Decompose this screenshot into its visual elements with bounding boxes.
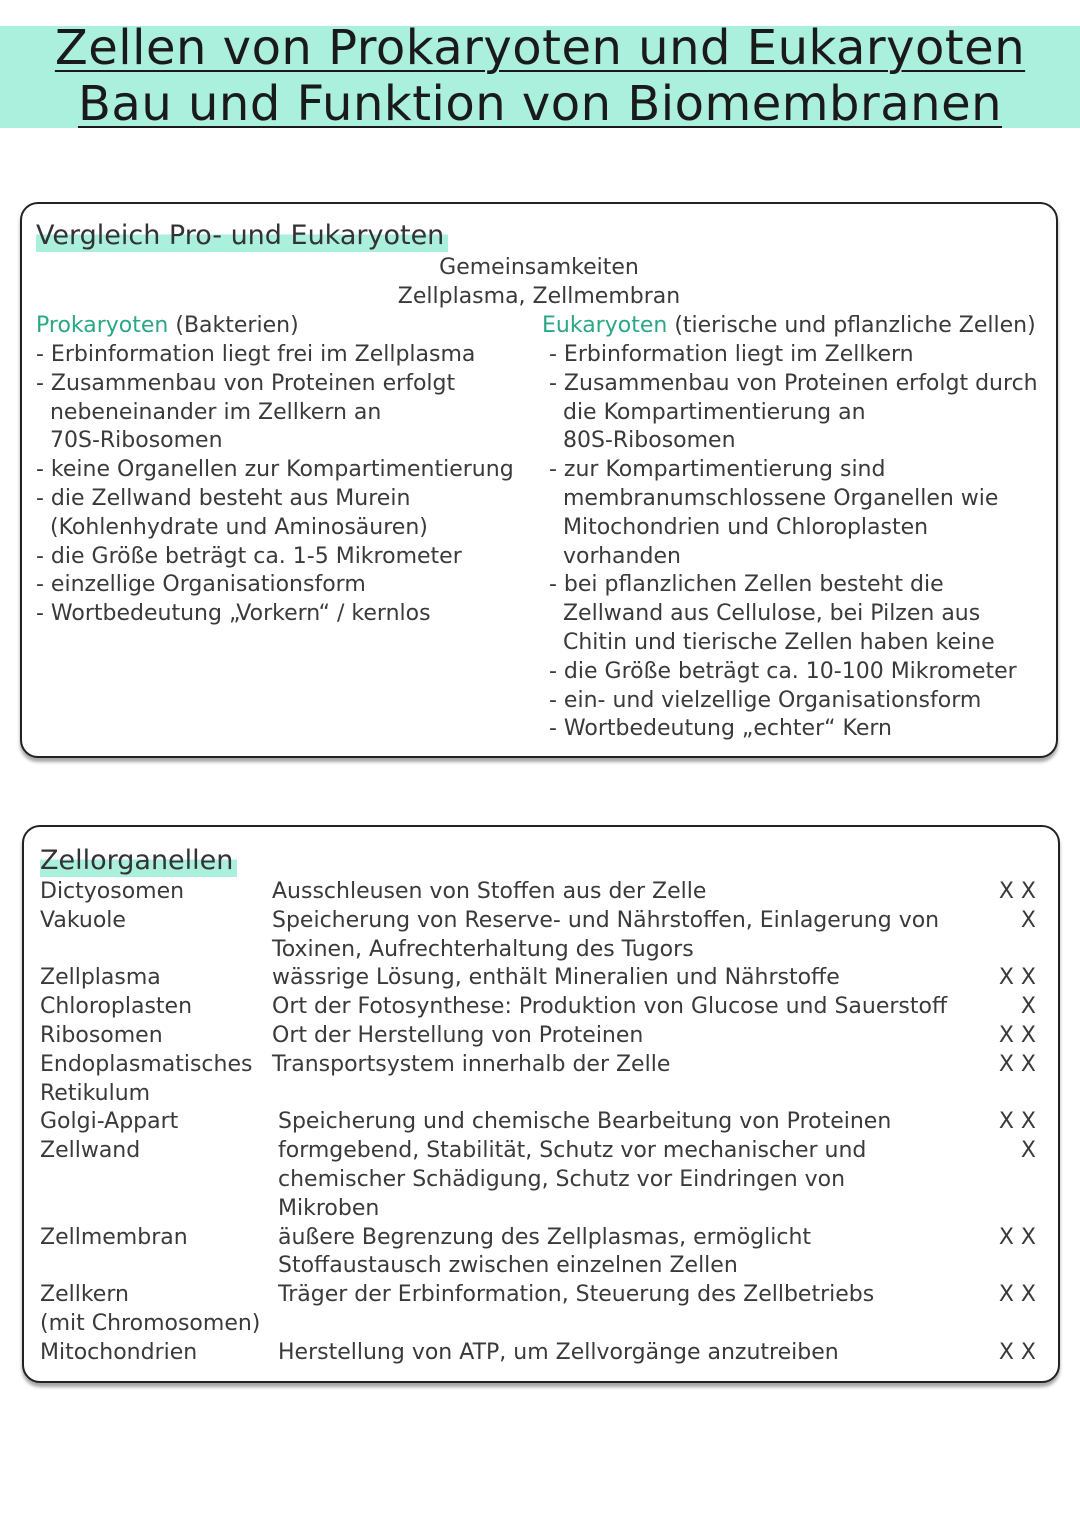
prokaryotes-title (36, 312, 299, 341)
organelles-heading: Zellorganellen (40, 845, 237, 877)
organelle-name: Endoplasmatisches Retikulum (40, 1051, 253, 1106)
list-item: - zur Kompartimentierung sind (542, 457, 886, 483)
list-item: Zellwand aus Cellulose, bei Pilzen aus (542, 601, 981, 627)
organelle-name: Zellkern (mit Chromosomen) (40, 1282, 261, 1336)
common-heading: Gemeinsamkeiten (439, 255, 639, 280)
list-item: - bei pflanzlichen Zellen besteht die (542, 572, 944, 598)
organelle-marks: X X (998, 1109, 1036, 1135)
organelle-name: Zellwand (40, 1138, 141, 1164)
organelle-name: Vakuole (40, 907, 126, 933)
eukaryotes-list (542, 341, 1038, 744)
list-item: - Erbinformation liegt im Zellkern (542, 342, 914, 367)
common-text: Zellplasma, Zellmembran (397, 284, 681, 309)
organelle-name: Chloroplasten (40, 994, 193, 1020)
list-item: - einzellige Organisationsform (36, 572, 366, 598)
organelles-box (22, 825, 1060, 1383)
list-item: 70S-Ribosomen (36, 428, 223, 454)
organelle-marks: X X (998, 1282, 1036, 1308)
eukaryotes-sub: (tierische und pflanzliche Zellen) (674, 313, 1036, 338)
list-item: (Kohlenhydrate und Aminosäuren) (36, 514, 428, 540)
list-item: - keine Organellen zur Kompartimentierung (36, 457, 514, 483)
organelle-function: äußere Begrenzung des Zellplasmas, ermöglicht Stoffaustausch zwischen einzelnen Zellen (278, 1224, 812, 1279)
organelle-marks: X X (998, 879, 1036, 904)
list-item: membranumschlossene Organellen wie (542, 485, 999, 511)
organelle-name: Mitochondrien (40, 1339, 198, 1365)
page-title (0, 20, 1080, 132)
organelle-marks: X (1020, 1138, 1036, 1164)
eukaryotes-title (542, 312, 1036, 341)
list-item: - Wortbedeutung „echter“ Kern (542, 716, 892, 742)
organelle-function: Träger der Erbinformation, Steuerung des Zellbetriebs (278, 1282, 875, 1308)
list-item: - Wortbedeutung „Vorkern“ / kernlos (36, 601, 431, 627)
organelle-marks: X X (998, 1051, 1036, 1077)
comparison-box (20, 202, 1058, 758)
organelle-function: Ausschleusen von Stoffen aus der Zelle (272, 879, 707, 904)
organelle-function: Transportsystem innerhalb der Zelle (272, 1051, 671, 1077)
list-item: die Kompartimentierung an (542, 399, 866, 425)
organelle-marks: X (1020, 994, 1036, 1020)
organelle-function: Speicherung von Reserve- und Nährstoffen, Einlagerung von Toxinen, Aufrechterhaltung des Tugors (272, 907, 940, 962)
organelle-marks: X (1020, 907, 1036, 933)
prokaryotes-label: Prokaryoten (36, 313, 169, 338)
organelle-function: formgebend, Stabilität, Schutz vor mechanischer und chemischer Schädigung, Schutz vor Eindringen von Mikroben (278, 1138, 867, 1221)
list-item: - die Größe beträgt ca. 1-5 Mikrometer (36, 543, 462, 569)
list-item: - ein- und vielzellige Organisationsform (542, 687, 982, 713)
list-item: vorhanden (542, 543, 681, 569)
list-item: Chitin und tierische Zellen haben keine (542, 629, 995, 655)
prokaryotes-list (36, 341, 514, 629)
organelle-name: Dictyosomen (40, 879, 185, 904)
organelle-function: Ort der Fotosynthese: Produktion von Glucose und Sauerstoff (272, 994, 948, 1020)
organelle-function: Herstellung von ATP, um Zellvorgänge anzutreiben (278, 1339, 839, 1365)
organelle-name: Ribosomen (40, 1023, 163, 1048)
eukaryotes-label: Eukaryoten (542, 313, 668, 338)
list-item: - die Größe beträgt ca. 10-100 Mikrometer (542, 658, 1017, 684)
list-item: - Zusammenbau von Proteinen erfolgt durch (542, 370, 1038, 396)
organelle-function: Ort der Herstellung von Proteinen (272, 1023, 644, 1048)
list-item: - Erbinformation liegt frei im Zellplasma (36, 342, 476, 367)
title-line-1: Zellen von Prokaryoten und Eukaryoten (54, 20, 1026, 76)
organelle-function: wässrige Lösung, enthält Mineralien und Nährstoffe (272, 965, 840, 991)
title-line-2: Bau und Funktion von Biomembranen (77, 76, 1003, 132)
list-item: - die Zellwand besteht aus Murein (36, 485, 411, 511)
list-item: 80S-Ribosomen (542, 428, 736, 454)
organelle-name: Golgi-Appart (40, 1109, 179, 1135)
list-item: nebeneinander im Zellkern an (36, 399, 382, 425)
list-item: - Zusammenbau von Proteinen erfolgt (36, 370, 456, 396)
list-item: Mitochondrien und Chloroplasten (542, 514, 929, 540)
organelle-marks: X X (998, 965, 1036, 991)
organelle-marks: X X (998, 1339, 1036, 1365)
organelle-marks: X X (998, 1224, 1036, 1250)
organelle-name: Zellmembran (40, 1224, 188, 1250)
organelle-function: Speicherung und chemische Bearbeitung von Proteinen (278, 1109, 892, 1135)
organelle-name: Zellplasma (40, 965, 161, 991)
prokaryotes-sub: (Bakterien) (175, 313, 299, 338)
comparison-heading: Vergleich Pro- und Eukaryoten (36, 220, 448, 252)
organelle-marks: X X (998, 1023, 1036, 1048)
